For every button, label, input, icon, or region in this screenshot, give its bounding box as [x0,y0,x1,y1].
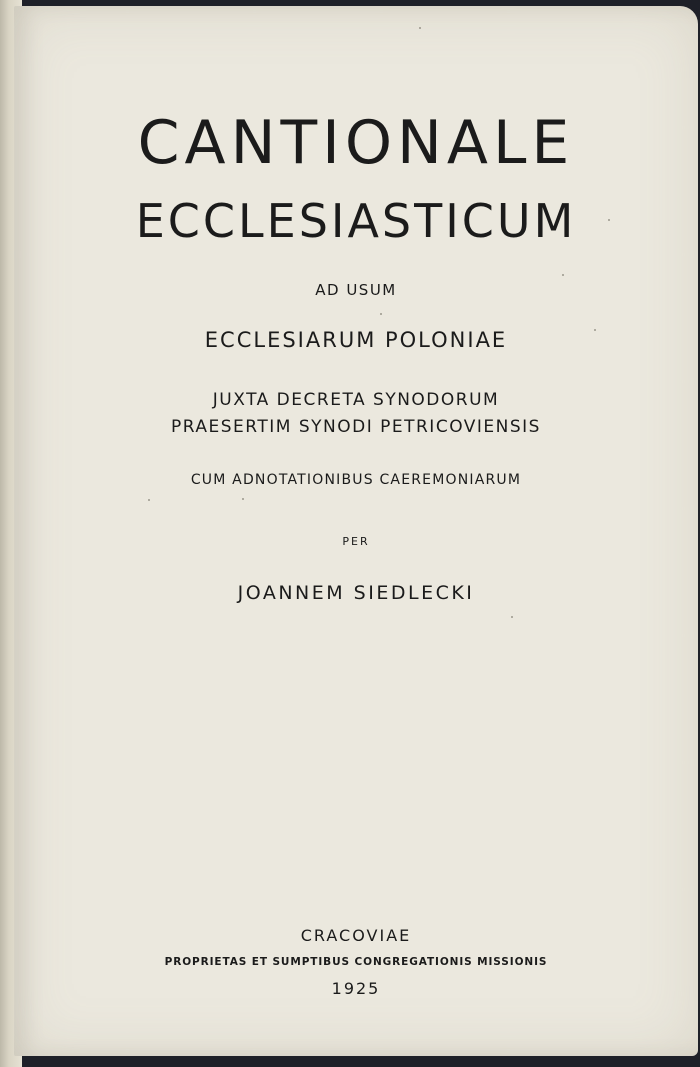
ecclesiarum-line: ECCLESIARUM POLONIAE [204,328,508,352]
paper-speck [511,616,513,618]
adnotationibus-line: CUM ADNOTATIONIBUS CAEREMONIARUM [190,472,522,488]
paper-speck [419,27,421,29]
praesertim-line: PRAESERTIM SYNODI PETRICOVIENSIS [171,417,541,437]
paper-speck [380,313,382,315]
imprint-publisher: PROPRIETAS ET SUMPTIBUS CONGREGATIONIS MISSIONIS [164,956,548,968]
imprint-city: CRACOVIAE [300,926,412,945]
per-line: PER [342,535,370,548]
paper-speck [242,498,244,500]
paper-speck [148,499,150,501]
ad-usum-line: AD USUM [315,281,397,299]
title-line-1: CANTIONALE [137,108,575,178]
paper-speck [562,274,564,276]
juxta-line: JUXTA DECRETA SYNODORUM [212,390,500,410]
imprint-year: 1925 [331,979,381,998]
title-line-2: ECCLESIASTICUM [135,194,577,248]
title-page [14,6,698,1056]
author-name: JOANNEM SIEDLECKI [237,582,475,604]
